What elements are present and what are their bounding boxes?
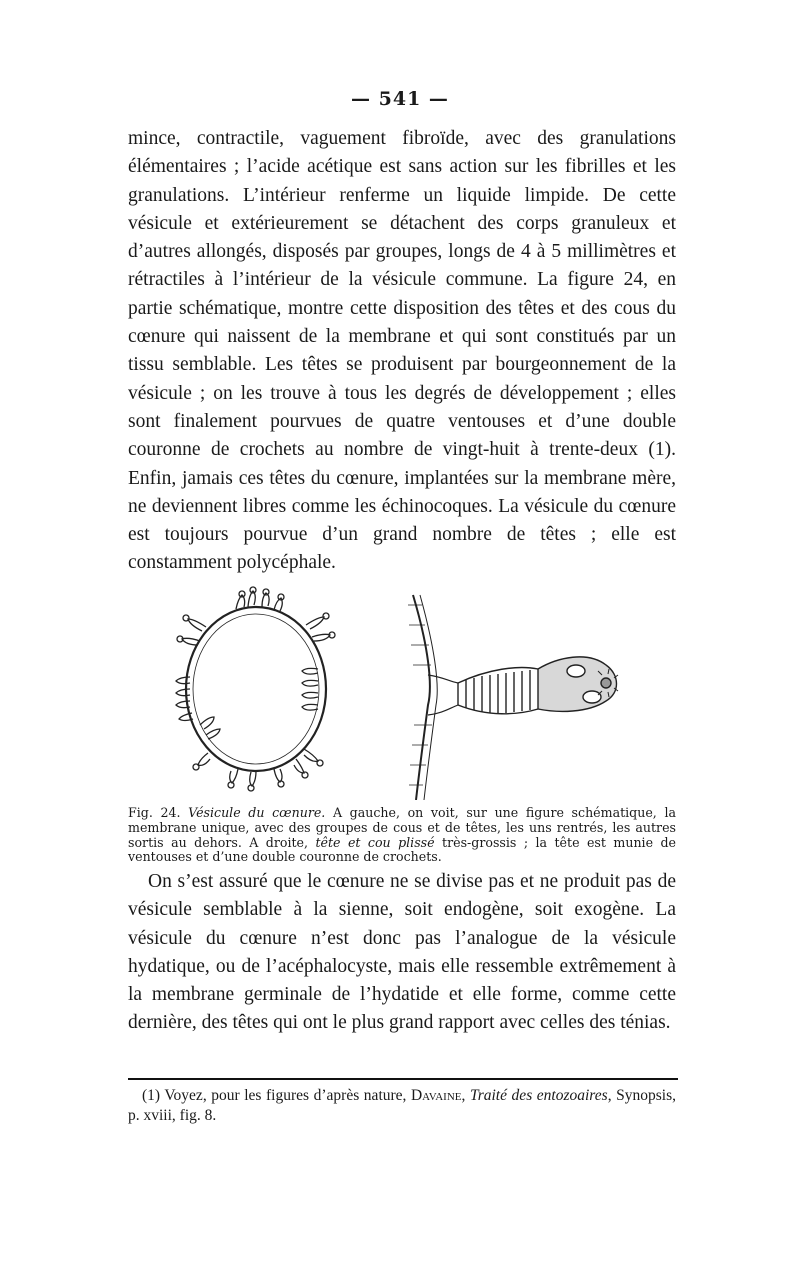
footnote-text-2: , [461, 1087, 470, 1104]
footnote-text [128, 1086, 676, 1126]
main-paragraph-1 [128, 125, 676, 578]
paragraph-text: mince, contractile, vaguement fibroïde, avec des granulations élémentaires ; l’acide acétique est sans action sur les fibrilles et les granulations. L’intérieur renferme un liquide limpide. De cette vésicule et extérieurement se détachent des corps granuleux et d’autres allongés, disposés par groupes, longs de 4 à 5 millimètres et rétractiles à l’intérieur de la vésicule commune. La figure 24, en partie schématique, montre cette disposition des têtes et des cous du cœnure qui naissent de la membrane et qui sont constitués par un tissu semblable. Les têtes se produisent par bourgeonnement de la vésicule ; on les trouve à tous les degrés de développement ; elles sont finalement pourvues de quatre ventouses et d’une double couronne de crochets au nombre de vingt-huit à trente-deux (1). Enfin, jamais ces têtes du cœnure, implantées sur la membrane mère, ne deviennent libres comme les échinocoques. La vésicule du cœnure est toujours pourvue d’un grand nombre de têtes ; elle est constamment polycéphale. [128, 128, 676, 574]
vesicle-schematic [176, 587, 335, 791]
scolex-head [538, 657, 618, 711]
caption-italic-2: tête et cou plissé [315, 834, 435, 850]
main-paragraph-2 [128, 868, 676, 1038]
caption-fig-label: Fig. 24. [128, 805, 181, 820]
figure-illustration [128, 585, 676, 800]
footnote-title: Traité des entozoaires [469, 1087, 608, 1104]
plicated-neck [458, 668, 538, 714]
caption-fig-title: Vésicule du cœnure. [188, 805, 326, 820]
caption-text [128, 806, 676, 865]
figure-caption [128, 806, 676, 865]
page-number: — 541 — [351, 88, 449, 110]
caption-text-1: A gauche, on voit, sur une figure schématique, la membrane unique, avec des groupes de cous et de têtes, les uns rentrés, les autres sortis au dehors. A droite, [128, 805, 676, 850]
figure-24 [128, 585, 676, 800]
footnote-text-1: (1) Voyez, pour les figures d’après nature, [142, 1087, 411, 1104]
caption-text-3: très-grossis ; la tête est munie de ventouses et d’une double couronne de crochets. [128, 834, 676, 865]
head-and-neck-drawing [408, 595, 618, 800]
footnote [128, 1086, 676, 1126]
footnote-author: Davaine [410, 1087, 462, 1104]
footnote-rule [128, 1078, 678, 1080]
footnote-text-3: , Synopsis, p. xviii, fig. 8. [128, 1087, 676, 1124]
paragraph-text: On s’est assuré que le cœnure ne se divise pas et ne produit pas de vésicule semblable à la sienne, soit endogène, soit exogène. La vésicule du cœnure n’est donc pas l’analogue de la vésicule hydatique, ou de l’acéphalocyste, mais elle ressemble extrêmement à la membrane germinale de l’hydatide et elle forme, comme cette dernière, des têtes qui ont le plus grand rapport avec celles des ténias. [128, 871, 676, 1034]
